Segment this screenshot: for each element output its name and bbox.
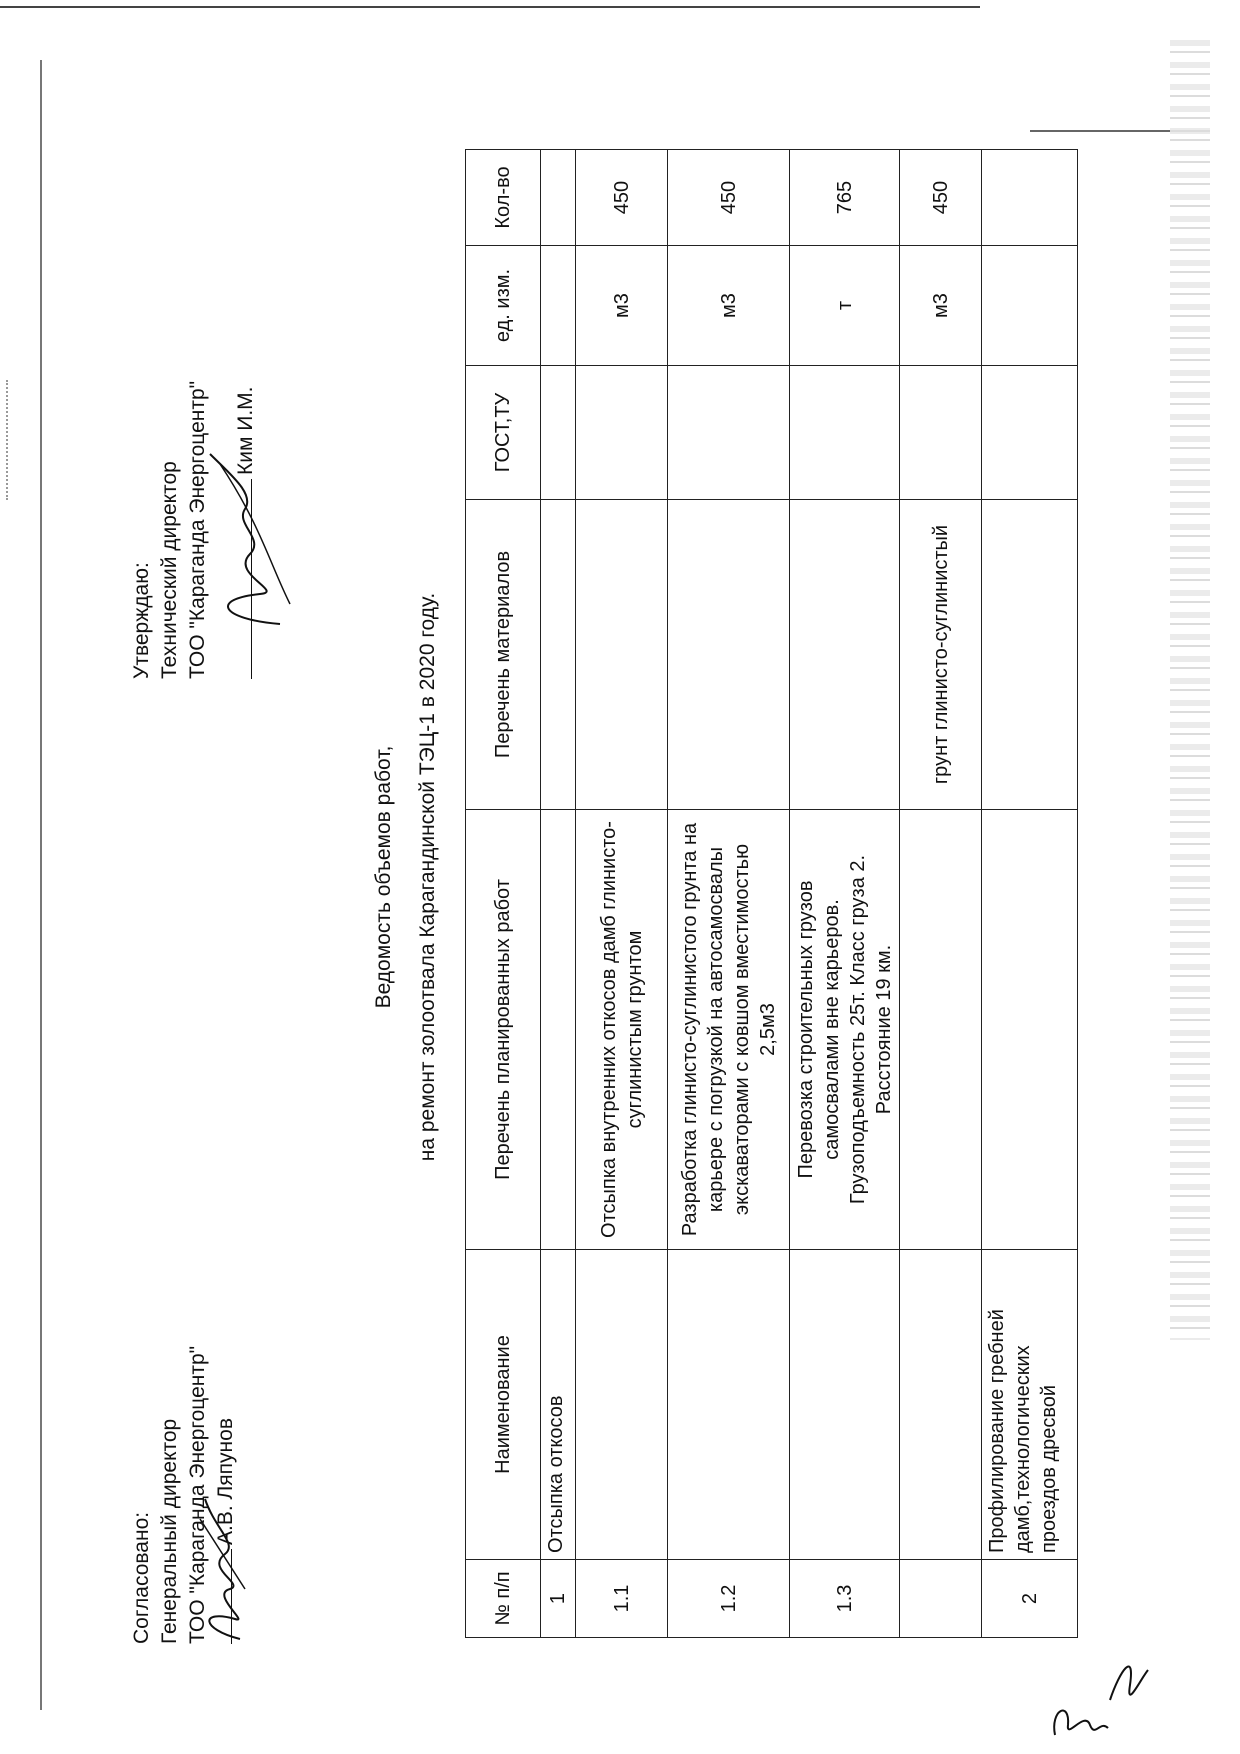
- cell-qty: [541, 150, 576, 246]
- header-unit: ед. изм.: [466, 246, 541, 366]
- cell-unit: т: [790, 246, 900, 366]
- cell-materials: [982, 500, 1078, 810]
- approval-signer: А.В. Ляпунов: [214, 1418, 237, 1545]
- scan-noise-strip: [1170, 40, 1210, 1340]
- cell-name: Профилирование гребней дамб,технологических проездов дресвой: [982, 1250, 1078, 1560]
- cell-name: Отсыпка откосов: [541, 1250, 576, 1560]
- cell-unit: [982, 246, 1078, 366]
- cell-gost: [982, 366, 1078, 500]
- cell-gost: [541, 366, 576, 500]
- document-subtitle: на ремонт золоотвала Карагандинской ТЭЦ-1 в 2020 году.: [416, 592, 439, 1162]
- cell-works: [982, 810, 1078, 1250]
- header-gost: ГОСТ,ТУ: [466, 366, 541, 500]
- cell-num: [900, 1560, 982, 1638]
- approval-organization: ТОО "Караганда Энергоцентр": [186, 1345, 209, 1644]
- cell-works: Отсыпка внутренних откосов дамб глинисто-суглинистым грунтом: [576, 810, 668, 1250]
- approval-position: Технический директор: [158, 461, 181, 679]
- signature-right: [190, 444, 300, 644]
- cell-materials: грунт глинисто-суглинистый: [900, 500, 982, 810]
- handwritten-initials: [1040, 1640, 1160, 1750]
- cell-unit: м3: [668, 246, 790, 366]
- cell-works: Перевозка строительных грузов самосвалами вне карьеров. Грузоподъемность 25т. Класс груза 2. Расстояние 19 км.: [790, 810, 900, 1250]
- cell-name: [900, 1250, 982, 1560]
- table-row: [668, 150, 790, 1638]
- cell-name: [576, 1250, 668, 1560]
- table-row: [541, 150, 576, 1638]
- scan-dotted-edge: [6, 380, 8, 500]
- cell-gost: [668, 366, 790, 500]
- cell-unit: [541, 246, 576, 366]
- cell-qty: 450: [900, 150, 982, 246]
- header-qty: Кол-во: [466, 150, 541, 246]
- table-header-row: [466, 150, 541, 1638]
- cell-num: 2: [982, 1560, 1078, 1638]
- cell-works: [900, 810, 982, 1250]
- cell-works: Разработка глинисто-суглинистого грунта на карьере с погрузкой на автосамосвалы экскаваторами с ковшом вместимостью 2,5м3: [668, 810, 790, 1250]
- approval-position: Генеральный директор: [158, 1418, 181, 1644]
- approval-heading: Утверждаю:: [130, 562, 153, 679]
- header-name: Наименование: [466, 1250, 541, 1560]
- table-row: [576, 150, 668, 1638]
- approval-organization: ТОО "Караганда Энергоцентр": [186, 380, 209, 679]
- cell-num: 1.3: [790, 1560, 900, 1638]
- cell-unit: м3: [900, 246, 982, 366]
- cell-num: 1.2: [668, 1560, 790, 1638]
- header-works: Перечень планированных работ: [466, 810, 541, 1250]
- cell-gost: [900, 366, 982, 500]
- approval-signer: Ким И.М.: [234, 386, 257, 475]
- cell-qty: 450: [576, 150, 668, 246]
- signature-left: [190, 1489, 260, 1649]
- cell-unit: м3: [576, 246, 668, 366]
- cell-gost: [790, 366, 900, 500]
- cell-num: 1: [541, 1560, 576, 1638]
- cell-qty: 450: [668, 150, 790, 246]
- cell-qty: [982, 150, 1078, 246]
- table-row: [982, 150, 1078, 1638]
- cell-name: [790, 1250, 900, 1560]
- work-volumes-table: [465, 149, 1078, 1638]
- cell-materials: [668, 500, 790, 810]
- cell-num: 1.1: [576, 1560, 668, 1638]
- cell-materials: [790, 500, 900, 810]
- header-num: № п/п: [466, 1560, 541, 1638]
- header-materials: Перечень материалов: [466, 500, 541, 810]
- rotated-page: [40, 40, 1150, 1714]
- cell-gost: [576, 366, 668, 500]
- cell-works: [541, 810, 576, 1250]
- scan-border-top: [0, 6, 980, 8]
- table-row: [900, 150, 982, 1638]
- cell-qty: 765: [790, 150, 900, 246]
- document-title: Ведомость объемов работ,: [372, 745, 395, 1009]
- cell-materials: [541, 500, 576, 810]
- cell-name: [668, 1250, 790, 1560]
- approval-heading: Согласовано:: [130, 1511, 153, 1644]
- table-row: [790, 150, 900, 1638]
- cell-materials: [576, 500, 668, 810]
